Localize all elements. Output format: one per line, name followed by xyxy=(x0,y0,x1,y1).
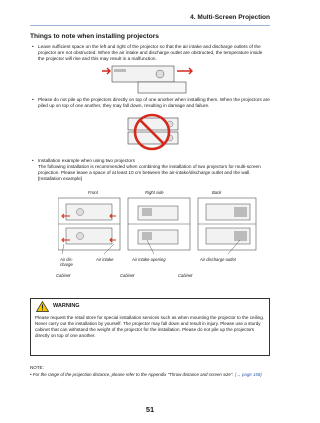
header-rule xyxy=(30,25,270,26)
warning-box xyxy=(30,298,270,356)
bullet-detail: The following installation is recommended when combining the installation of two projectors for multi-screen projection. Please leave a space of at least 10 cm between the air-intake/discharge outlet and the wall. xyxy=(38,164,261,175)
right-side-label: Right side xyxy=(145,190,164,195)
bullet-dot: • xyxy=(30,372,33,377)
page-header xyxy=(30,14,270,30)
cabinet-label: Cabinet xyxy=(178,273,193,278)
chapter-title: 4. Multi-Screen Projection xyxy=(190,14,270,21)
discharge-vent xyxy=(234,207,247,217)
bullet-text: Installation example when using two projectors xyxy=(38,158,135,163)
intake-vent xyxy=(142,208,152,216)
air-discharge-outlet-label: Air discharge outlet xyxy=(200,257,236,262)
warning-icon xyxy=(36,301,49,312)
front-label: Front xyxy=(88,190,98,195)
intake-arrow xyxy=(110,214,116,218)
page-link[interactable]: (→ page 158) xyxy=(234,372,262,377)
bullet-text: Please do not pile up the projectors directly on top of one another when installing them. When the projectors are piled up on top of one another, they may fall down, resulting in damage and failure. xyxy=(38,97,270,108)
projector-upper xyxy=(66,204,112,220)
section-title: Things to note when installing projectors xyxy=(30,33,159,40)
stacking-prohibited-figure xyxy=(112,112,190,154)
note-text: For the range of the projection distance, please refer to the Appendix "Throw distance and screen size". xyxy=(32,372,234,377)
projector-vent xyxy=(114,69,126,72)
bullet-text: Leave sufficient space on the left and right of the projector so that the air intake and discharge outlets of the projector are not obstructed. When the air intake and discharge outlet are obstructed, the temperature inside the projector will rise and this may result in a malfunction. xyxy=(38,44,263,61)
back-label: Back xyxy=(212,190,222,195)
installation-example-diagram xyxy=(58,196,258,256)
air-intake-label: Air intake xyxy=(96,257,114,262)
note-item xyxy=(30,372,262,378)
leader-line xyxy=(62,244,64,254)
example-label: [Installation example] xyxy=(38,176,83,181)
air-discharge-label-1: Air dis- xyxy=(60,257,74,262)
warning-title: WARNING xyxy=(53,303,80,309)
cabinet-label: Cabinet xyxy=(120,273,135,278)
discharge-vent xyxy=(234,231,247,241)
bullet-dot: • xyxy=(32,44,34,49)
air-intake-opening-label: Air intake opening xyxy=(132,257,166,262)
intake-arrow xyxy=(110,238,116,242)
page-number: 51 xyxy=(145,405,155,414)
bullet-dot: • xyxy=(32,97,34,102)
leader-line xyxy=(104,244,114,254)
bullet-item xyxy=(30,158,270,182)
intake-vent xyxy=(142,232,152,240)
cabinet-label: Cabinet xyxy=(56,273,71,278)
projector-lower xyxy=(66,228,112,244)
projector-lens xyxy=(77,233,84,240)
airflow-figure xyxy=(100,63,200,95)
projector-side xyxy=(138,82,186,93)
air-discharge-label-2: charge xyxy=(60,262,73,267)
bullet-dot: • xyxy=(32,158,34,163)
intake-arrow xyxy=(102,68,110,74)
discharge-arrow xyxy=(177,68,192,74)
bullet-item xyxy=(30,44,270,62)
projector-body xyxy=(112,66,174,82)
projector-lens xyxy=(156,70,164,78)
projector-lens xyxy=(77,209,84,216)
note-label: NOTE: xyxy=(30,365,44,370)
warning-text: Please request the retail store for special installation services such as when mounting the projector to the ceiling. Never carry out the installation by yourself. The projector may fall down and result in injury. Please use a sturdy cabinet that can withstand the weight of the projector for the installation. Please do not pile up the projectors directly on top of one another. xyxy=(35,315,265,338)
bullet-item xyxy=(30,97,270,109)
